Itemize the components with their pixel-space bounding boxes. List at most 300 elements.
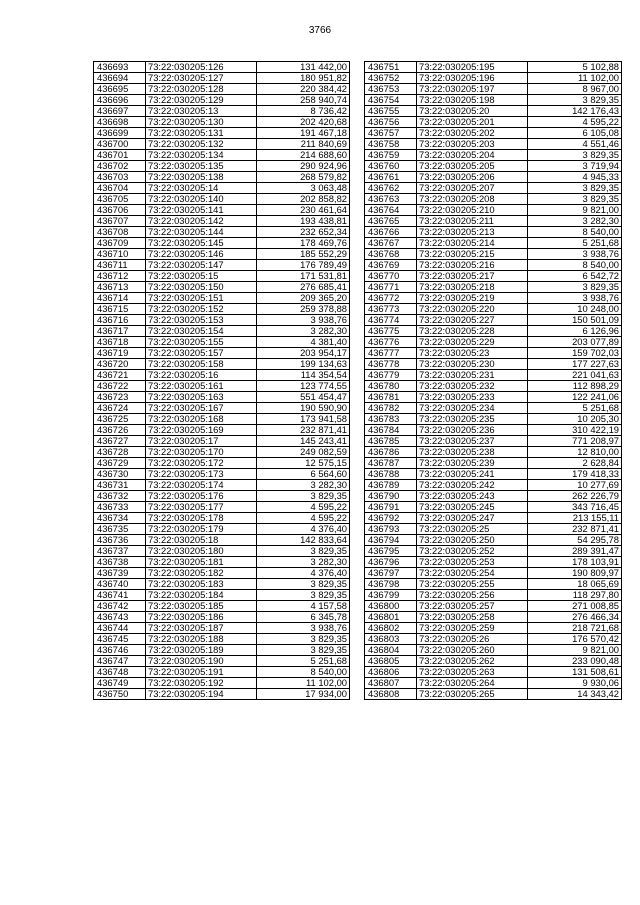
row-number: 436796 <box>365 557 417 568</box>
table-row <box>94 546 350 557</box>
row-number: 436788 <box>365 469 417 480</box>
cadastral-number: 73:22:030205:141 <box>146 205 257 216</box>
cadastral-number: 73:22:030205:155 <box>146 337 257 348</box>
cadastral-number: 73:22:030205:227 <box>417 315 528 326</box>
table-row <box>365 249 622 260</box>
cadastral-value: 10 205,30 <box>528 414 622 425</box>
cadastral-number: 73:22:030205:257 <box>417 601 528 612</box>
cadastral-number: 73:22:030205:185 <box>146 601 257 612</box>
cadastral-number: 73:22:030205:262 <box>417 656 528 667</box>
table-row <box>94 205 350 216</box>
cadastral-number: 73:22:030205:190 <box>146 656 257 667</box>
table-row <box>94 601 350 612</box>
table-row <box>365 150 622 161</box>
cadastral-value: 114 354,54 <box>257 370 350 381</box>
row-number: 436759 <box>365 150 417 161</box>
cadastral-number: 73:22:030205:195 <box>417 62 528 73</box>
row-number: 436787 <box>365 458 417 469</box>
row-number: 436781 <box>365 392 417 403</box>
table-row <box>94 612 350 623</box>
cadastral-value: 232 652,34 <box>257 227 350 238</box>
cadastral-number: 73:22:030205:179 <box>146 524 257 535</box>
cadastral-number: 73:22:030205:201 <box>417 117 528 128</box>
cadastral-value: 4 376,40 <box>257 568 350 579</box>
table-row <box>94 645 350 656</box>
cadastral-value: 230 461,64 <box>257 205 350 216</box>
table-row <box>365 513 622 524</box>
cadastral-value: 3 938,76 <box>257 315 350 326</box>
cadastral-number: 73:22:030205:168 <box>146 414 257 425</box>
cadastral-value: 6 542,72 <box>528 271 622 282</box>
row-number: 436729 <box>94 458 146 469</box>
cadastral-value: 12 810,00 <box>528 447 622 458</box>
cadastral-value: 8 540,00 <box>528 260 622 271</box>
cadastral-value: 276 466,34 <box>528 612 622 623</box>
cadastral-value: 5 102,88 <box>528 62 622 73</box>
cadastral-number: 73:22:030205:181 <box>146 557 257 568</box>
row-number: 436804 <box>365 645 417 656</box>
table-row <box>365 348 622 359</box>
cadastral-value: 122 241,06 <box>528 392 622 403</box>
row-number: 436798 <box>365 579 417 590</box>
row-number: 436769 <box>365 260 417 271</box>
row-number: 436742 <box>94 601 146 612</box>
row-number: 436737 <box>94 546 146 557</box>
cadastral-value: 8 736,42 <box>257 106 350 117</box>
cadastral-number: 73:22:030205:236 <box>417 425 528 436</box>
cadastral-number: 73:22:030205:151 <box>146 293 257 304</box>
cadastral-value: 218 721,68 <box>528 623 622 634</box>
row-number: 436794 <box>365 535 417 546</box>
cadastral-value: 178 103,91 <box>528 557 622 568</box>
table-row <box>94 678 350 689</box>
cadastral-number: 73:22:030205:153 <box>146 315 257 326</box>
cadastral-value: 9 930,06 <box>528 678 622 689</box>
cadastral-value: 190 809,97 <box>528 568 622 579</box>
table-row <box>94 150 350 161</box>
cadastral-value: 4 157,58 <box>257 601 350 612</box>
cadastral-value: 11 102,00 <box>257 678 350 689</box>
cadastral-number: 73:22:030205:172 <box>146 458 257 469</box>
cadastral-number: 73:22:030205:131 <box>146 128 257 139</box>
cadastral-number: 73:22:030205:237 <box>417 436 528 447</box>
table-row <box>94 579 350 590</box>
cadastral-value: 6 345,78 <box>257 612 350 623</box>
cadastral-value: 173 941,58 <box>257 414 350 425</box>
row-number: 436734 <box>94 513 146 524</box>
table-row <box>94 590 350 601</box>
cadastral-number: 73:22:030205:183 <box>146 579 257 590</box>
row-number: 436718 <box>94 337 146 348</box>
table-row <box>365 491 622 502</box>
cadastral-number: 73:22:030205:170 <box>146 447 257 458</box>
row-number: 436749 <box>94 678 146 689</box>
row-number: 436703 <box>94 172 146 183</box>
cadastral-number: 73:22:030205:208 <box>417 194 528 205</box>
cadastral-value: 5 251,68 <box>257 656 350 667</box>
cadastral-value: 220 384,42 <box>257 84 350 95</box>
row-number: 436752 <box>365 73 417 84</box>
row-number: 436793 <box>365 524 417 535</box>
cadastral-value: 3 282,30 <box>257 480 350 491</box>
table-row <box>94 447 350 458</box>
table-row <box>94 656 350 667</box>
cadastral-number: 73:22:030205:247 <box>417 513 528 524</box>
cadastral-value: 6 126,96 <box>528 326 622 337</box>
cadastral-number: 73:22:030205:150 <box>146 282 257 293</box>
cadastral-number: 73:22:030205:211 <box>417 216 528 227</box>
row-number: 436758 <box>365 139 417 150</box>
row-number: 436775 <box>365 326 417 337</box>
table-row <box>365 73 622 84</box>
row-number: 436747 <box>94 656 146 667</box>
cadastral-value: 4 945,33 <box>528 172 622 183</box>
cadastral-value: 221 041,63 <box>528 370 622 381</box>
cadastral-number: 73:22:030205:132 <box>146 139 257 150</box>
cadastral-number: 73:22:030205:130 <box>146 117 257 128</box>
cadastral-value: 3 282,30 <box>257 326 350 337</box>
table-row <box>94 216 350 227</box>
table-row <box>94 469 350 480</box>
table-row <box>365 425 622 436</box>
cadastral-table-right <box>364 61 622 700</box>
cadastral-value: 178 469,76 <box>257 238 350 249</box>
cadastral-number: 73:22:030205:20 <box>417 106 528 117</box>
table-row <box>365 656 622 667</box>
cadastral-number: 73:22:030205:15 <box>146 271 257 282</box>
row-number: 436783 <box>365 414 417 425</box>
row-number: 436693 <box>94 62 146 73</box>
cadastral-number: 73:22:030205:255 <box>417 579 528 590</box>
table-row <box>94 667 350 678</box>
cadastral-value: 171 531,81 <box>257 271 350 282</box>
cadastral-number: 73:22:030205:217 <box>417 271 528 282</box>
cadastral-value: 10 277,69 <box>528 480 622 491</box>
table-row <box>94 117 350 128</box>
cadastral-number: 73:22:030205:163 <box>146 392 257 403</box>
table-row <box>365 337 622 348</box>
cadastral-number: 73:22:030205:169 <box>146 425 257 436</box>
cadastral-value: 6 564,60 <box>257 469 350 480</box>
table-row <box>365 238 622 249</box>
cadastral-value: 11 102,00 <box>528 73 622 84</box>
cadastral-value: 185 552,29 <box>257 249 350 260</box>
cadastral-number: 73:22:030205:145 <box>146 238 257 249</box>
row-number: 436797 <box>365 568 417 579</box>
row-number: 436795 <box>365 546 417 557</box>
cadastral-number: 73:22:030205:241 <box>417 469 528 480</box>
table-row <box>94 568 350 579</box>
table-row <box>365 623 622 634</box>
row-number: 436764 <box>365 205 417 216</box>
cadastral-number: 73:22:030205:204 <box>417 150 528 161</box>
table-row <box>94 106 350 117</box>
cadastral-number: 73:22:030205:207 <box>417 183 528 194</box>
table-row <box>94 238 350 249</box>
row-number: 436806 <box>365 667 417 678</box>
cadastral-number: 73:22:030205:253 <box>417 557 528 568</box>
table-row <box>94 491 350 502</box>
table-row <box>365 205 622 216</box>
row-number: 436710 <box>94 249 146 260</box>
cadastral-number: 73:22:030205:206 <box>417 172 528 183</box>
table-row <box>94 634 350 645</box>
row-number: 436696 <box>94 95 146 106</box>
row-number: 436801 <box>365 612 417 623</box>
cadastral-value: 3 829,35 <box>257 645 350 656</box>
cadastral-value: 262 226,79 <box>528 491 622 502</box>
cadastral-number: 73:22:030205:242 <box>417 480 528 491</box>
row-number: 436709 <box>94 238 146 249</box>
table-row <box>365 370 622 381</box>
cadastral-value: 4 551,46 <box>528 139 622 150</box>
table-row <box>94 381 350 392</box>
table-row <box>94 414 350 425</box>
row-number: 436743 <box>94 612 146 623</box>
cadastral-number: 73:22:030205:245 <box>417 502 528 513</box>
row-number: 436760 <box>365 161 417 172</box>
cadastral-number: 73:22:030205:26 <box>417 634 528 645</box>
table-row <box>94 249 350 260</box>
row-number: 436785 <box>365 436 417 447</box>
cadastral-value: 214 688,60 <box>257 150 350 161</box>
row-number: 436755 <box>365 106 417 117</box>
cadastral-number: 73:22:030205:16 <box>146 370 257 381</box>
cadastral-number: 73:22:030205:194 <box>146 689 257 700</box>
cadastral-number: 73:22:030205:229 <box>417 337 528 348</box>
cadastral-value: 4 595,22 <box>257 513 350 524</box>
cadastral-number: 73:22:030205:176 <box>146 491 257 502</box>
row-number: 436727 <box>94 436 146 447</box>
row-number: 436714 <box>94 293 146 304</box>
row-number: 436732 <box>94 491 146 502</box>
table-row <box>365 84 622 95</box>
row-number: 436761 <box>365 172 417 183</box>
row-number: 436720 <box>94 359 146 370</box>
row-number: 436716 <box>94 315 146 326</box>
row-number: 436756 <box>365 117 417 128</box>
table-row <box>365 458 622 469</box>
cadastral-value: 3 829,35 <box>257 546 350 557</box>
table-row <box>94 315 350 326</box>
cadastral-value: 290 924,96 <box>257 161 350 172</box>
cadastral-number: 73:22:030205:189 <box>146 645 257 656</box>
row-number: 436772 <box>365 293 417 304</box>
row-number: 436707 <box>94 216 146 227</box>
table-row <box>94 172 350 183</box>
table-row <box>94 293 350 304</box>
cadastral-number: 73:22:030205:142 <box>146 216 257 227</box>
cadastral-value: 190 590,90 <box>257 403 350 414</box>
table-row <box>365 579 622 590</box>
table-row <box>365 260 622 271</box>
cadastral-value: 176 570,42 <box>528 634 622 645</box>
cadastral-number: 73:22:030205:147 <box>146 260 257 271</box>
row-number: 436768 <box>365 249 417 260</box>
cadastral-number: 73:22:030205:250 <box>417 535 528 546</box>
row-number: 436733 <box>94 502 146 513</box>
row-number: 436762 <box>365 183 417 194</box>
table-row <box>94 227 350 238</box>
row-number: 436702 <box>94 161 146 172</box>
row-number: 436705 <box>94 194 146 205</box>
table-row <box>94 161 350 172</box>
table-row <box>94 480 350 491</box>
row-number: 436765 <box>365 216 417 227</box>
cadastral-value: 3 829,35 <box>257 634 350 645</box>
table-row <box>94 623 350 634</box>
cadastral-value: 232 871,41 <box>528 524 622 535</box>
cadastral-number: 73:22:030205:152 <box>146 304 257 315</box>
cadastral-number: 73:22:030205:202 <box>417 128 528 139</box>
cadastral-value: 3 719,94 <box>528 161 622 172</box>
table-row <box>365 480 622 491</box>
row-number: 436805 <box>365 656 417 667</box>
cadastral-value: 131 442,00 <box>257 62 350 73</box>
cadastral-value: 5 251,68 <box>528 403 622 414</box>
cadastral-value: 8 540,00 <box>257 667 350 678</box>
page-number: 3766 <box>308 25 332 36</box>
table-row <box>365 645 622 656</box>
table-row <box>365 381 622 392</box>
table-row <box>94 535 350 546</box>
cadastral-value: 179 418,33 <box>528 469 622 480</box>
row-number: 436807 <box>365 678 417 689</box>
cadastral-number: 73:22:030205:129 <box>146 95 257 106</box>
cadastral-value: 4 595,22 <box>257 502 350 513</box>
cadastral-value: 268 579,82 <box>257 172 350 183</box>
cadastral-value: 3 829,35 <box>528 150 622 161</box>
cadastral-value: 4 376,40 <box>257 524 350 535</box>
cadastral-number: 73:22:030205:263 <box>417 667 528 678</box>
row-number: 436754 <box>365 95 417 106</box>
row-number: 436746 <box>94 645 146 656</box>
table-row <box>365 194 622 205</box>
cadastral-value: 2 628,84 <box>528 458 622 469</box>
table-row <box>365 326 622 337</box>
row-number: 436728 <box>94 447 146 458</box>
cadastral-number: 73:22:030205:154 <box>146 326 257 337</box>
cadastral-number: 73:22:030205:238 <box>417 447 528 458</box>
cadastral-value: 343 716,45 <box>528 502 622 513</box>
table-row <box>94 403 350 414</box>
cadastral-value: 3 829,35 <box>257 590 350 601</box>
cadastral-number: 73:22:030205:135 <box>146 161 257 172</box>
cadastral-value: 123 774,55 <box>257 381 350 392</box>
row-number: 436726 <box>94 425 146 436</box>
table-row <box>365 403 622 414</box>
table-row <box>94 557 350 568</box>
cadastral-value: 3 282,30 <box>257 557 350 568</box>
cadastral-number: 73:22:030205:18 <box>146 535 257 546</box>
row-number: 436697 <box>94 106 146 117</box>
cadastral-number: 73:22:030205:234 <box>417 403 528 414</box>
table-row <box>365 183 622 194</box>
row-number: 436744 <box>94 623 146 634</box>
cadastral-value: 3 829,35 <box>528 95 622 106</box>
table-row <box>365 128 622 139</box>
row-number: 436808 <box>365 689 417 700</box>
cadastral-value: 3 829,35 <box>528 183 622 194</box>
table-row <box>94 73 350 84</box>
row-number: 436767 <box>365 238 417 249</box>
row-number: 436712 <box>94 271 146 282</box>
cadastral-value: 3 938,76 <box>528 293 622 304</box>
cadastral-value: 10 248,00 <box>528 304 622 315</box>
cadastral-number: 73:22:030205:177 <box>146 502 257 513</box>
cadastral-value: 771 208,97 <box>528 436 622 447</box>
table-row <box>365 590 622 601</box>
table-row <box>365 667 622 678</box>
cadastral-value: 211 840,69 <box>257 139 350 150</box>
row-number: 436738 <box>94 557 146 568</box>
table-row <box>365 678 622 689</box>
table-row <box>94 95 350 106</box>
cadastral-value: 3 938,76 <box>528 249 622 260</box>
cadastral-number: 73:22:030205:191 <box>146 667 257 678</box>
cadastral-number: 73:22:030205:134 <box>146 150 257 161</box>
table-row <box>365 227 622 238</box>
cadastral-number: 73:22:030205:196 <box>417 73 528 84</box>
cadastral-number: 73:22:030205:232 <box>417 381 528 392</box>
row-number: 436786 <box>365 447 417 458</box>
table-row <box>94 183 350 194</box>
cadastral-value: 14 343,42 <box>528 689 622 700</box>
row-number: 436723 <box>94 392 146 403</box>
row-number: 436782 <box>365 403 417 414</box>
cadastral-number: 73:22:030205:264 <box>417 678 528 689</box>
cadastral-value: 4 595,22 <box>528 117 622 128</box>
cadastral-number: 73:22:030205:220 <box>417 304 528 315</box>
row-number: 436715 <box>94 304 146 315</box>
cadastral-number: 73:22:030205:14 <box>146 183 257 194</box>
cadastral-value: 54 295,78 <box>528 535 622 546</box>
cadastral-value: 3 063,48 <box>257 183 350 194</box>
table-row <box>365 524 622 535</box>
cadastral-number: 73:22:030205:167 <box>146 403 257 414</box>
cadastral-table-left <box>93 61 350 700</box>
cadastral-value: 9 821,00 <box>528 205 622 216</box>
row-number: 436708 <box>94 227 146 238</box>
table-row <box>365 502 622 513</box>
cadastral-number: 73:22:030205:214 <box>417 238 528 249</box>
cadastral-value: 4 381,40 <box>257 337 350 348</box>
cadastral-number: 73:22:030205:213 <box>417 227 528 238</box>
row-number: 436770 <box>365 271 417 282</box>
cadastral-number: 73:22:030205:127 <box>146 73 257 84</box>
row-number: 436701 <box>94 150 146 161</box>
cadastral-value: 249 082,59 <box>257 447 350 458</box>
cadastral-value: 191 467,18 <box>257 128 350 139</box>
cadastral-number: 73:22:030205:180 <box>146 546 257 557</box>
cadastral-number: 73:22:030205:228 <box>417 326 528 337</box>
cadastral-number: 73:22:030205:260 <box>417 645 528 656</box>
table-row <box>365 139 622 150</box>
cadastral-value: 6 105,08 <box>528 128 622 139</box>
cadastral-value: 233 090,48 <box>528 656 622 667</box>
cadastral-number: 73:22:030205:231 <box>417 370 528 381</box>
table-row <box>365 392 622 403</box>
row-number: 436713 <box>94 282 146 293</box>
row-number: 436803 <box>365 634 417 645</box>
cadastral-value: 3 282,30 <box>528 216 622 227</box>
table-row <box>365 106 622 117</box>
cadastral-value: 159 702,03 <box>528 348 622 359</box>
row-number: 436731 <box>94 480 146 491</box>
cadastral-number: 73:22:030205:174 <box>146 480 257 491</box>
cadastral-number: 73:22:030205:254 <box>417 568 528 579</box>
cadastral-value: 3 829,35 <box>528 194 622 205</box>
